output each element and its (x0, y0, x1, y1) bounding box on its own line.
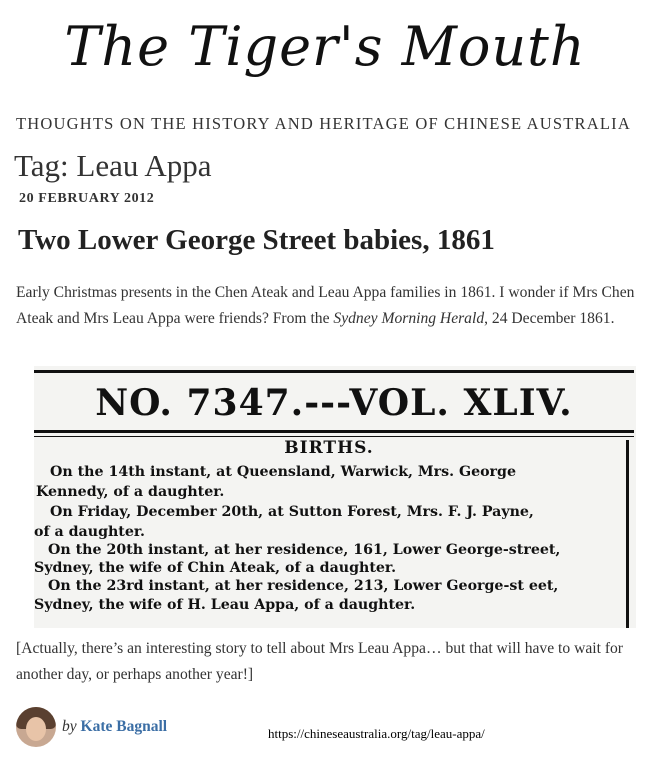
clipping-line: On Friday, December 20th, at Sutton Forest, Mrs. F. J. Payne, (50, 504, 534, 520)
clipping-line: On the 20th instant, at her residence, 161, Lower George-street, (48, 542, 561, 558)
clipping-line: Kennedy, of a daughter. (36, 484, 225, 500)
clipping-line: Sydney, the wife of H. Leau Appa, of a daughter. (34, 597, 416, 613)
clipping-masthead: NO. 7347.---VOL. XLIV. (95, 382, 573, 424)
clipping-column-rule (626, 440, 629, 628)
post-title[interactable]: Two Lower George Street babies, 1861 (18, 224, 495, 256)
post-followup-text: [Actually, there’s an interesting story to tell about Mrs Leau Appa… but that will have to wait for another day, or perhaps another year!] (16, 640, 623, 683)
page-url: https://chineseaustralia.org/tag/leau-appa/ (268, 726, 485, 741)
post-byline (62, 718, 167, 736)
clipping-rule (34, 430, 634, 433)
author-link[interactable]: Kate Bagnall (80, 718, 168, 735)
byline-prefix: by (62, 718, 77, 735)
intro-text-start: Early Christmas presents in the Chen Ateak and Leau Appa families in 1861. I wonder if Mrs Chen Ateak and Mrs Leau Appa were friends? From the (16, 284, 635, 327)
clipping-line: Sydney, the wife of Chin Ateak, of a daughter. (34, 560, 397, 576)
intro-source: Sydney Morning Herald (333, 310, 485, 327)
avatar-face (26, 717, 46, 741)
author-avatar[interactable] (16, 707, 56, 747)
clipping-rule-thin (34, 436, 634, 437)
clipping-heading: BIRTHS. (284, 438, 374, 458)
clipping-line: On the 14th instant, at Queensland, Warwick, Mrs. George (50, 464, 516, 480)
newspaper-clipping-image (34, 366, 636, 628)
clipping-line: On the 23rd instant, at her residence, 213, Lower George-st eet, (48, 578, 559, 594)
post-date[interactable]: 20 FEBRUARY 2012 (19, 191, 155, 206)
clipping-top-rule (34, 370, 634, 373)
site-tagline: THOUGHTS ON THE HISTORY AND HERITAGE OF CHINESE AUSTRALIA (16, 114, 631, 133)
intro-text-end: , 24 December 1861. (484, 310, 615, 327)
archive-title: Tag: Leau Appa (14, 148, 212, 183)
clipping-line: of a daughter. (34, 524, 145, 540)
site-logo[interactable]: The Tiger's Mouth (64, 15, 586, 78)
post-intro (16, 280, 636, 332)
